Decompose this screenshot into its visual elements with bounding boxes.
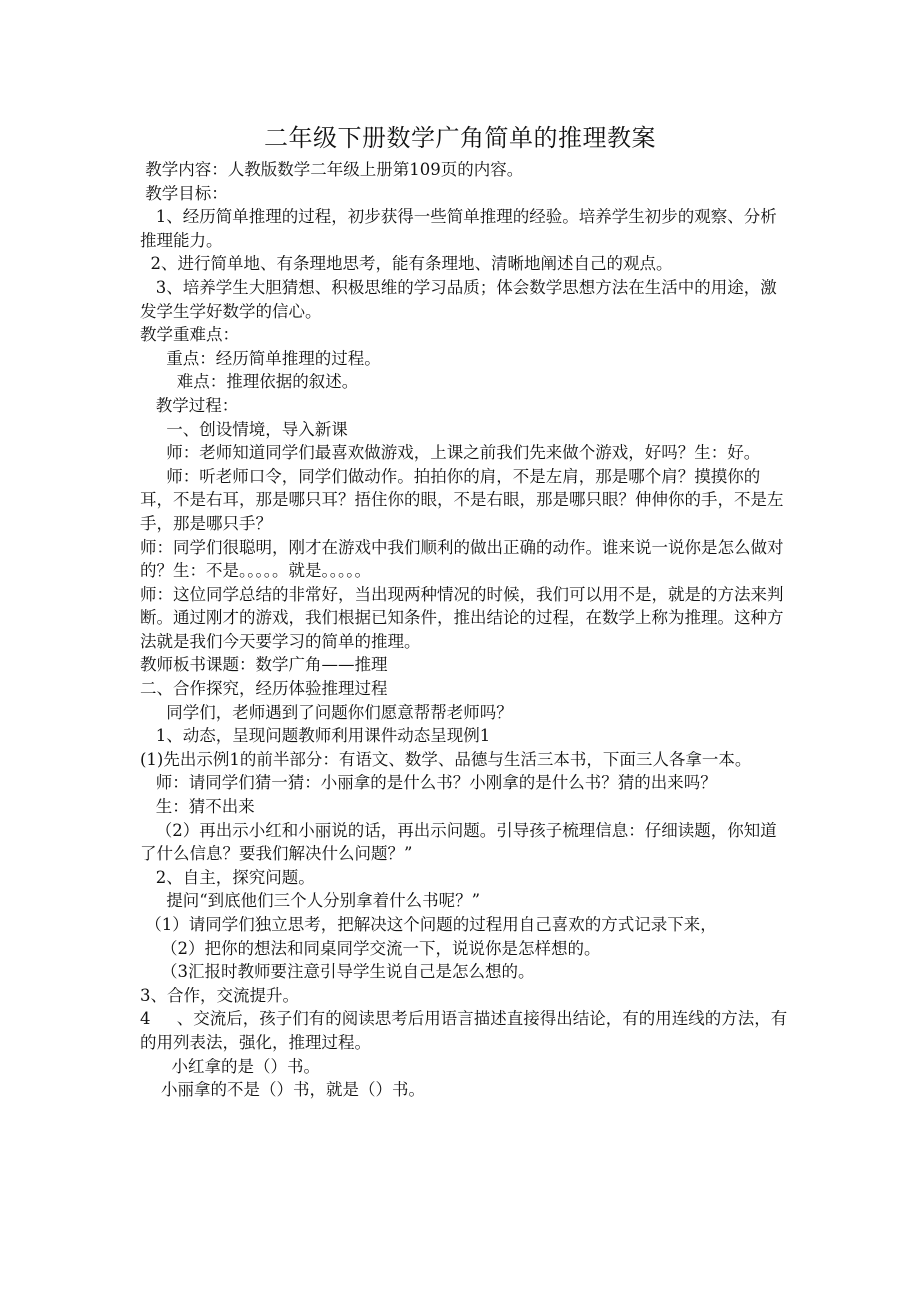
document-body (140, 158, 788, 1102)
paragraph: 1、经历简单推理的过程，初步获得一些简单推理的经验。培养学生初步的观察、分析推理能力。 (140, 207, 777, 250)
paragraph: 3、合作，交流提升。 (140, 985, 299, 1005)
paragraph: 师：请同学们猜一猜：小丽拿的是什么书？小刚拿的是什么书？猜的出来吗？ (140, 773, 717, 793)
paragraph: 生：猜不出来 (140, 797, 255, 817)
paragraph: 师：这位同学总结的非常好，当出现两种情况的时候，我们可以用不是，就是的方法来判断。通过刚才的游戏，我们根据已知条件，推出结论的过程，在数学上称为推理。这种方法就是我们今天要学习的简单的推理。 (140, 584, 784, 651)
paragraph: 二、合作探究，经历体验推理过程 (140, 679, 388, 699)
document-title: 二年级下册数学广角简单的推理教案 (264, 124, 656, 152)
paragraph: 2、进行简单地、有条理地思考，能有条理地、清晰地阐述自己的观点。 (140, 254, 673, 274)
paragraph: 教学目标： (140, 183, 228, 203)
paragraph: 师：同学们很聪明，刚才在游戏中我们顺利的做出正确的动作。谁来说一说你是怎么做对的？生：不是。。。。。就是。。。。。 (140, 537, 784, 581)
paragraph: 教学重难点： (140, 325, 239, 345)
paragraph: 难点：推理依据的叙述。 (140, 372, 359, 392)
paragraph: 1、动态，呈现问题教师利用课件动态呈现例1 (140, 726, 491, 746)
paragraph: （3汇报时教师要注意引导学生说自己是怎么想的。 (140, 962, 535, 982)
paragraph: （2）再出示小红和小丽说的话，再出示问题。引导孩子梳理信息：仔细读题，你知道了什么信息？要我们解决什么问题？” (140, 820, 777, 864)
paragraph: 小丽拿的不是（）书，就是（）书。 (140, 1080, 425, 1100)
paragraph: 4 、交流后，孩子们有的阅读思考后用语言描述直接得出结论，有的用连线的方法，有的用列表法，强化，推理过程。 (140, 1009, 788, 1052)
paragraph: （2）把你的想法和同桌同学交流一下，说说你是怎样想的。 (140, 938, 601, 958)
paragraph: 提问“到底他们三个人分别拿着什么书呢？” (140, 891, 481, 911)
paragraph: 教学内容：人教版数学二年级上册第109页的内容。 (140, 160, 524, 179)
paragraph: 师：老师知道同学们最喜欢做游戏，上课之前我们先来做个游戏，好吗？生：好。 (140, 443, 761, 463)
paragraph: （1）请同学们独立思考，把解决这个问题的过程用自己喜欢的方式记录下来， (140, 915, 717, 934)
paragraph: 小红拿的是（）书。 (140, 1056, 320, 1076)
paragraph: 重点：经历简单推理的过程。 (140, 348, 381, 368)
paragraph: 教师板书课题：数学广角——推理 (140, 655, 388, 675)
paragraph: 同学们，老师遇到了问题你们愿意帮帮老师吗？ (140, 702, 513, 722)
paragraph: 师：听老师口令，同学们做动作。拍拍你的肩，不是左肩，那是哪个肩？摸摸你的耳，不是右耳，那是哪只耳？捂住你的眼，不是右眼，那是哪只眼？伸伸你的手，不是左手，那是哪只手？ (140, 466, 784, 533)
paragraph: (1)先出示例1的前半部分：有语文、数学、品德与生活三本书，下面三人各拿一本。 (140, 749, 752, 769)
paragraph: 教学过程： (140, 395, 239, 415)
paragraph: 2、自主，探究问题。 (140, 867, 315, 887)
paragraph: 一、创设情境，导入新课 (140, 419, 348, 439)
paragraph: 3、培养学生大胆猜想、积极思维的学习品质；体会数学思想方法在生活中的用途，激发学生学好数学的信心。 (140, 277, 777, 321)
